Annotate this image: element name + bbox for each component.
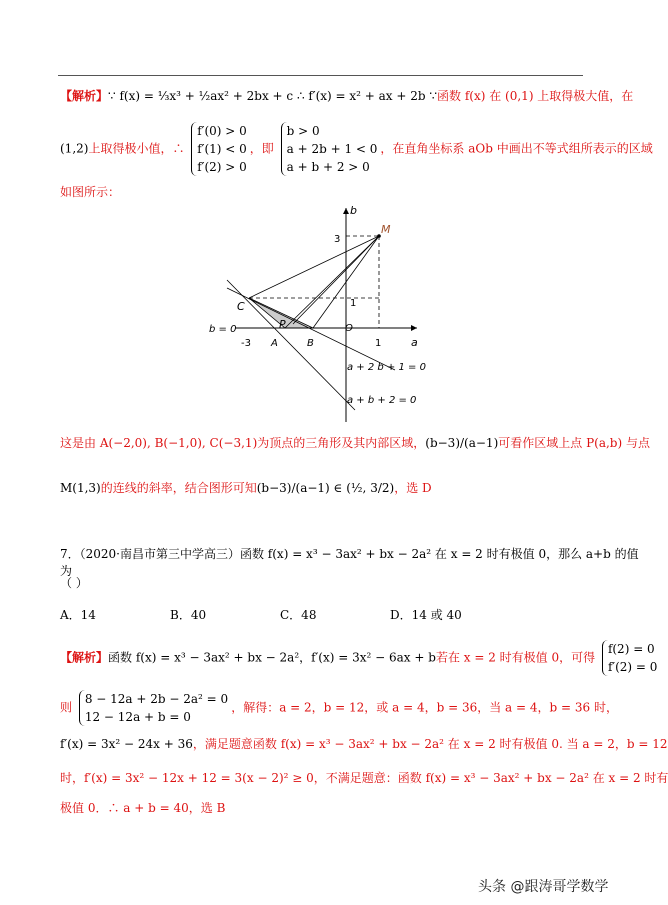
equation-system-b: 8 − 12a + 2b − 2a² = 0 12 − 12a + b = 0 [79,690,228,726]
solution-line-3: f′(x) = 3x² − 24x + 36，满足题意函数 f(x) = x³ − 3ax² + bx − 2a² 在 x = 2 时有极值 0. 当 a = 2，b = 12 [60,737,668,751]
inequality-system-1: f′(0) > 0 f′(1) < 0 f′(2) > 0 [191,122,246,176]
svg-text:-3: -3 [241,338,251,349]
watermark: 头条 @跟涛哥学数学 [478,879,609,895]
option-d: D．14 或 40 [390,608,462,622]
slope-line: M(1,3)的连线的斜率，结合图形可知(b−3)/(a−1) ∈ (½, 3/2)，选 D [60,481,432,495]
svg-text:P: P [279,318,286,331]
derivative-text: ∵ f(x) = ⅓x³ + ½ax² + 2bx + c ∴ f′(x) = x² + ax + 2b ∵ [108,89,438,103]
solution-line-1: 【解析】函数 f(x) = x³ − 3ax² + bx − 2a²，f′(x) = 3x² − 6ax + b若在 x = 2 时有极值 0，可得 f(2) = 0 f′(2) = 0 [60,642,658,674]
option-c: C．48 [280,608,317,622]
min-condition-text: 上取得极小值，∴ [88,141,185,156]
inequality-system-2: b > 0 a + 2b + 1 < 0 a + b + 2 > 0 [281,122,378,176]
svg-text:b: b [350,204,357,217]
svg-text:1: 1 [375,338,382,349]
analysis-line-2: (1,2)上取得极小值，∴ f′(0) > 0 f′(1) < 0 f′(2) > 0 ，即 b > 0 a + 2b + 1 < 0 a + b + 2 > 0 ，在直角坐标系 aOb 中画出不等式组所表示的区域 [60,124,653,174]
svg-text:b = 0: b = 0 [209,324,237,335]
question-7-paren: （ ） [60,576,88,590]
region-figure [205,200,435,430]
solution-line-5: 极值 0．∴ a + b = 40，选 B [60,801,226,815]
svg-text:M: M [381,223,391,236]
svg-text:a + b + 2 = 0: a + b + 2 = 0 [347,395,417,406]
equation-system-a: f(2) = 0 f′(2) = 0 [602,640,657,676]
max-condition-text: 函数 f(x) 在 (0,1) 上取得极大值，在 [437,89,634,103]
interval-text: (1,2) [60,141,89,156]
region-text: ，在直角坐标系 aOb 中画出不等式组所表示的区域 [380,141,653,156]
solution-line-4: 时，f′(x) = 3x² − 12x + 12 = 3(x − 2)² ≥ 0，不满足题意：函数 f(x) = x³ − 3ax² + bx − 2a² 在 x = 2 时有 [60,771,668,785]
line-a2b1 [227,288,395,370]
analysis-tag: 【解析】 [60,89,109,103]
question-7-stem: 7．（2020·南昌市第三中学高三）函数 f(x) = x³ − 3ax² + bx − 2a² 在 x = 2 时有极值 0，那么 a+b 的值为 [60,547,639,578]
vertex-line: 这是由 A(−2,0), B(−1,0), C(−3,1)为顶点的三角形及其内部区域，(b−3)/(a−1)可看作区域上点 P(a,b) 与点 [60,436,650,450]
option-b: B．40 [170,608,207,622]
svg-text:3: 3 [334,234,341,245]
svg-text:a + 2 b + 1 = 0: a + 2 b + 1 = 0 [347,362,426,373]
solution-line-2: 则 8 − 12a + 2b − 2a² = 0 12 − 12a + b = 0 ，解得：a = 2，b = 12，或 a = 4，b = 36，当 a = 4，b = 36 时， [60,692,618,724]
option-a: A．14 [60,608,96,622]
svg-text:O: O [345,323,353,334]
svg-text:C: C [237,300,245,313]
svg-text:B: B [307,338,314,349]
svg-text:a: a [411,336,418,349]
as-shown-text: 如图所示： [60,185,121,199]
svg-text:1: 1 [350,298,357,309]
analysis-line-1 [60,88,633,104]
top-rule [58,75,583,76]
svg-text:A: A [271,338,278,349]
